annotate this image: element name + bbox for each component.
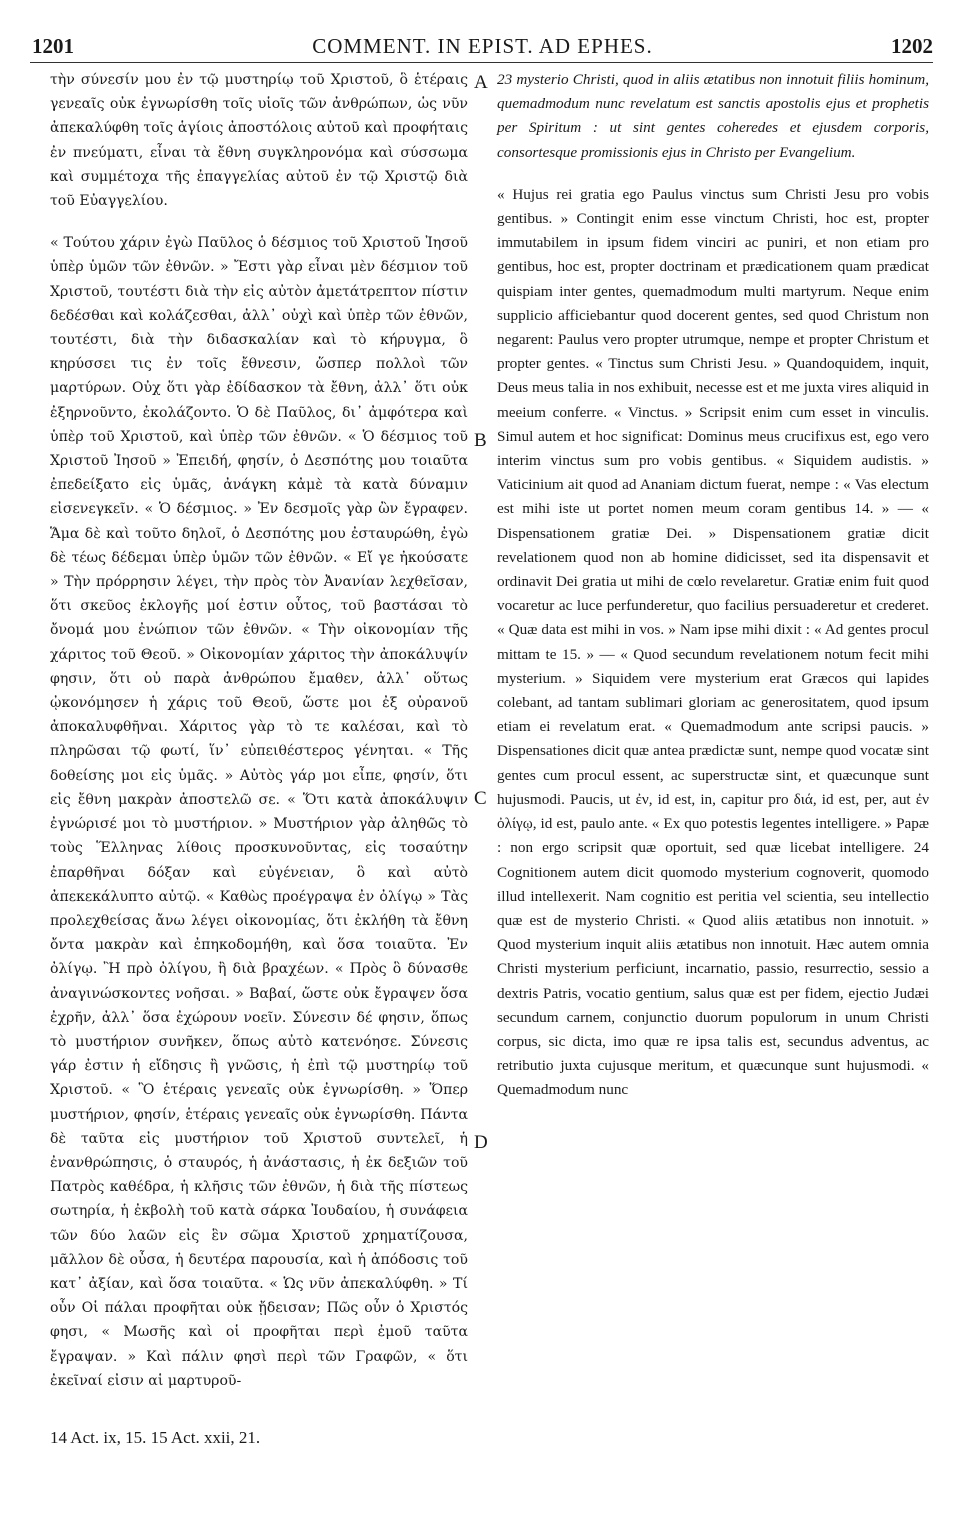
left-page-number: 1201	[32, 34, 74, 58]
latin-column	[497, 68, 929, 1103]
section-marker-b: B	[474, 430, 487, 451]
section-marker-a: A	[474, 72, 488, 93]
section-marker-d: D	[474, 1132, 488, 1153]
latin-paragraph-2: « Hujus rei gratia ego Paulus vinctus sum Christi Jesu pro vobis gentibus. » Contingit enim esse vinctum Christi, hoc est, propter immutabilem in ipsum fidem vinciri ac puniri, et non etiam pro gentibus, hoc est, propter doctrinam et prædicationem quam prædicat quispiam inter gentes, quemadmodum multi martyrum. Neque enim supplicio afficiebantur quod docerent gentes, sed quod Christum non negarent: Paulus vero propter utrumque, nempe et propter Christum et propter gentes. « Tinctus sum Christi Jesu. » Quandoquidem, inquit, Deus meus talia in nos exhibuit, necesse est et me juxta vires aliquid in meeium conferre. « Vinctus. » Scripsit enim cum esset in vinculis. Simul autem et hoc significat: Dominus meus crucifixus est, ego vero interim vinctus sum pro vobis gentibus. « Siquidem audistis. » Vaticinium ait quod ad Ananiam dictum fuerat, nempe : « Vas electum est mihi iste ut portet nomen meum coram gentibus 14. » — « Dispensationem gratiæ Dei. » Dispensationem gratiæ dicit revelationem quod non ab homine didicisset, sed ita dispensavit et ordinavit Dei gratia ut mihi de cœlo revelaretur. Gratiæ enim fuit quod vocaretur ac luce perfunderetur, quo facilius persuaderetur et crederet. « Quæ data est mihi in vos. » Nam ipse mihi dixit : « Ad gentes procul mittam te 15. » — « Quod secundum revelationem notum fecit mihi mysterium. » Siquidem vere mysterium erat Græcos qui lapides colebant, ad tantam sublimari gloriam ac generositatem, quod ipsum etiam ei revelatum erat. « Quemadmodum ante scripsi paucis. » Dispensationes dicit quæ antea prædictæ sunt, nempe quod vocatæ sint gentes cum procul essent, ac superstructæ sint, et quæcunque sunt hujusmodi. Paucis, ut ἐν, id est, in, capitur pro διά, id est, per, aut ἐν ὀλίγῳ, id est, paulo ante. « Ex quo potestis legentes intelligere. » Papæ : non ergo scripsit quæ oportuit, sed quæ licebat intelligere. 24 Cognitionem autem dicit quomodo mysterium cognoverit, quomodo illud intellexerit. Nam cognitio est peritia vel scientia, seu intellectio quæ est de mysterio Christi. « Quod aliis ætatibus non innotuit. » Quod mysterium inquit aliis ætatibus non innotuit. Hæc autem omnia Christi mysterium perficiunt, incarnatio, passio, resurrectio, sessio a dextris Patris, vocatio gentium, salus quæ est per fidem, ejectio Judæi secundum carnem, conjunctio duorum populorum in unum Christi corpus, sic dicta, imo quæ re ipsa talis est, secundus adventus, ac retributio juxta cujusque meritum, et quæcunque sunt hujusmodi. « Quemadmodum nunc	[497, 185, 929, 1099]
greek-paragraph-2: « Τούτου χάριν ἐγὼ Παῦλος ὁ δέσμιος τοῦ Χριστοῦ Ἰησοῦ ὑπὲρ ὑμῶν τῶν ἐθνῶν. » Ἔστι γὰρ εἶναι μὲν δέσμιον τοῦ Χριστοῦ, τουτέστι διὰ τὴν εἰς αὐτὸν ἀμετάτρεπτον πίστιν δεδέσθαι καὶ κολάζεσθαι, ἀλλ᾽ οὐχὶ καὶ ὑπὲρ τῶν ἐθνῶν, τουτέστι, διὰ τὴν διδασκαλίαν καὶ τὸ κήρυγμα, ὃ κηρύσσει τις ἐν τοῖς ἔθνεσιν, ὥσπερ πολλοὶ τῶν μαρτύρων. Οὐχ ὅτι γὰρ ἐδίδασκον τὰ ἔθνη, ἀλλ᾽ ὅτι οὐκ ἐξηρνοῦντο, ἐκολάζοντο. Ὁ δὲ Παῦλος, δι᾽ ἀμφότερα καὶ ὑπὲρ τοῦ Χριστοῦ, καὶ ὑπὲρ τῶν ἐθνῶν. « Ὁ δέσμιος τοῦ Χριστοῦ Ἰησοῦ » Ἐπειδή, φησίν, ὁ Δεσπότης μου τοιαῦτα ἐπεδείξατο εἰς ὑμᾶς, ἀνάγκη κἀμὲ τὰ κατὰ δύναμιν εἰσενεγκεῖν. « Ὁ δέσμιος. » Ἐν δεσμοῖς γὰρ ὢν ἔγραφεν. Ἅμα δὲ καὶ τοῦτο δηλοῖ, ὁ Δεσπότης μου ἐσταυρώθη, ἐγὼ δὲ τέως δέδεμαι ὑπὲρ ὑμῶν τῶν ἐθνῶν. « Εἴ γε ἠκούσατε » Τὴν πρόρρησιν λέγει, τὴν πρὸς τὸν Ἀνανίαν λεχθεῖσαν, ὅτι σκεῦος ἐκλογῆς μοί ἐστιν οὗτος, τοῦ βαστάσαι τὸ ὄνομά μου ἐνώπιον τῶν ἐθνῶν. « Τὴν οἰκονομίαν τῆς χάριτος τοῦ Θεοῦ. » Οἰκονομίαν χάριτος τὴν ἀποκάλυψίν φησιν, ὅτι οὐ παρὰ ἀνθρώπου ἔμαθεν, ἀλλ᾽ οὕτως ᾠκονόμησεν ἡ χάρις τοῦ Θεοῦ, ὥστε μοι ἐξ οὐρανοῦ ἀποκαλυφθῆναι. Χάριτος γὰρ τὸ τε καλέσαι, καὶ τὸ πληρῶσαι τῷ φωτί, ἵν᾽ εὐπειθέστερος γένηται. « Τῆς δοθείσης μοι εἰς ὑμᾶς. » Αὐτὸς γάρ μοι εἶπε, φησίν, ὅτι εἰς ἔθνη μακρὰν ἀποστελῶ σε. « Ὅτι κατὰ ἀποκάλυψιν ἐγνώρισέ μοι τὸ μυστήριον. » Μυστήριον γὰρ ἀληθῶς τὸ τοὺς Ἕλληνας λίθοις προσκυνοῦντας, εἰς τοσαύτην ἐπαρθῆναι δόξαν καὶ εὐγένειαν, ὃ καὶ αὐτὸ ἀπεκεκάλυπτο αὐτῷ. « Καθὼς προέγραψα ἐν ὀλίγῳ » Τὰς προλεχθείσας ἄνω λέγει οἰκονομίας, ὅτι ἐκλήθη τὰ ἔθνη ὄντα μακρὰν καὶ ἐπηκοδομήθη, καὶ ὅσα τοιαῦτα. Ἐν ὀλίγῳ. Ἢ πρὸ ὀλίγου, ἢ διὰ βραχέων. « Πρὸς ὃ δύνασθε ἀναγινώσκοντες νοῆσαι. » Βαβαί, ὥστε οὐκ ἔγραψεν ὅσα ἐχρῆν, ἀλλ᾽ ὅσα ἐχώρουν νοεῖν. Σύνεσιν δέ φησιν, ὅπως τὸ μυστήριον συνῆκεν, ὅπως αὐτὸ κατενόησε. Σύνεσις γάρ ἐστιν ἡ εἴδησις ἢ γνῶσις, ἡ ἐπὶ τῷ μυστηρίῳ τοῦ Χριστοῦ. « Ὃ ἑτέραις γενεαῖς οὐκ ἐγνωρίσθη. » Ὅπερ μυστήριον, φησίν, ἑτέραις γενεαῖς οὐκ ἐγνωρίσθη. Πάντα δὲ ταῦτα εἰς μυστήριον τοῦ Χριστοῦ συντελεῖ, ἡ ἐνανθρώπησις, ὁ σταυρός, ἡ ἀνάστασις, ἡ ἐκ δεξιῶν τοῦ Πατρὸς καθέδρα, ἡ κλῆσις τῶν ἐθνῶν, ἡ διὰ τῆς πίστεως σωτηρία, ἡ ἐκβολὴ τοῦ κατὰ σάρκα Ἰουδαίου, ἡ συνάφεια τῶν δύο λαῶν εἰς ἓν σῶμα Χριστοῦ χρηματίζουσα, μᾶλλον δὲ οὖσα, ἡ δευτέρα παρουσία, καὶ ἡ ἀπόδοσις τοῦ κατ᾽ ἀξίαν, καὶ ὅσα τοιαῦτα. « Ὡς νῦν ἀπεκαλύφθη. » Τί οὖν Οἱ πάλαι προφῆται οὐκ ᾔδεισαν; Πῶς οὖν ὁ Χριστός φησι, « Μωσῆς καὶ οἱ προφῆται περὶ ἐμοῦ ταῦτα ἔγραψαν. » Καὶ πάλιν φησὶ περὶ τῶν Γραφῶν, « ὅτι ἐκεῖναί εἰσιν αἱ μαρτυροῦ-	[50, 235, 468, 1389]
greek-paragraph-1: τὴν σύνεσίν μου ἐν τῷ μυστηρίῳ τοῦ Χριστοῦ, ὃ ἑτέραις γενεαῖς οὐκ ἐγνωρίσθη τοῖς υἱοῖς τῶν ἀνθρώπων, ὡς νῦν ἀπεκαλύφθη τοῖς ἁγίοις ἀποστόλοις αὐτοῦ καὶ προφήταις ἐν πνεύματι, εἶναι τὰ ἔθνη συγκληρονόμα καὶ σύσσωμα καὶ συμμέτοχα τῆς ἐπαγγελίας αὐτοῦ ἐν τῷ Χριστῷ διὰ τοῦ Εὐαγγελίου.	[50, 72, 468, 210]
header-rule	[30, 62, 933, 63]
latin-paragraph-1: 23 mysterio Christi, quod in aliis ætatibus non innotuit filiis hominum, quemadmodum nunc revelatum est sanctis apostolis ejus et prophetis per Spiritum : ut sint gentes coheredes et ejusdem corporis, consortesque promissionis ejus in Christo per Evangelium.	[497, 71, 929, 161]
right-page-number: 1202	[891, 34, 933, 58]
section-marker-c: C	[474, 788, 487, 809]
running-header	[32, 34, 933, 58]
running-title: COMMENT. IN EPIST. AD EPHES.	[312, 34, 653, 58]
greek-column	[50, 68, 468, 1393]
footnote: 14 Act. ix, 15. 15 Act. xxii, 21.	[50, 1428, 261, 1447]
